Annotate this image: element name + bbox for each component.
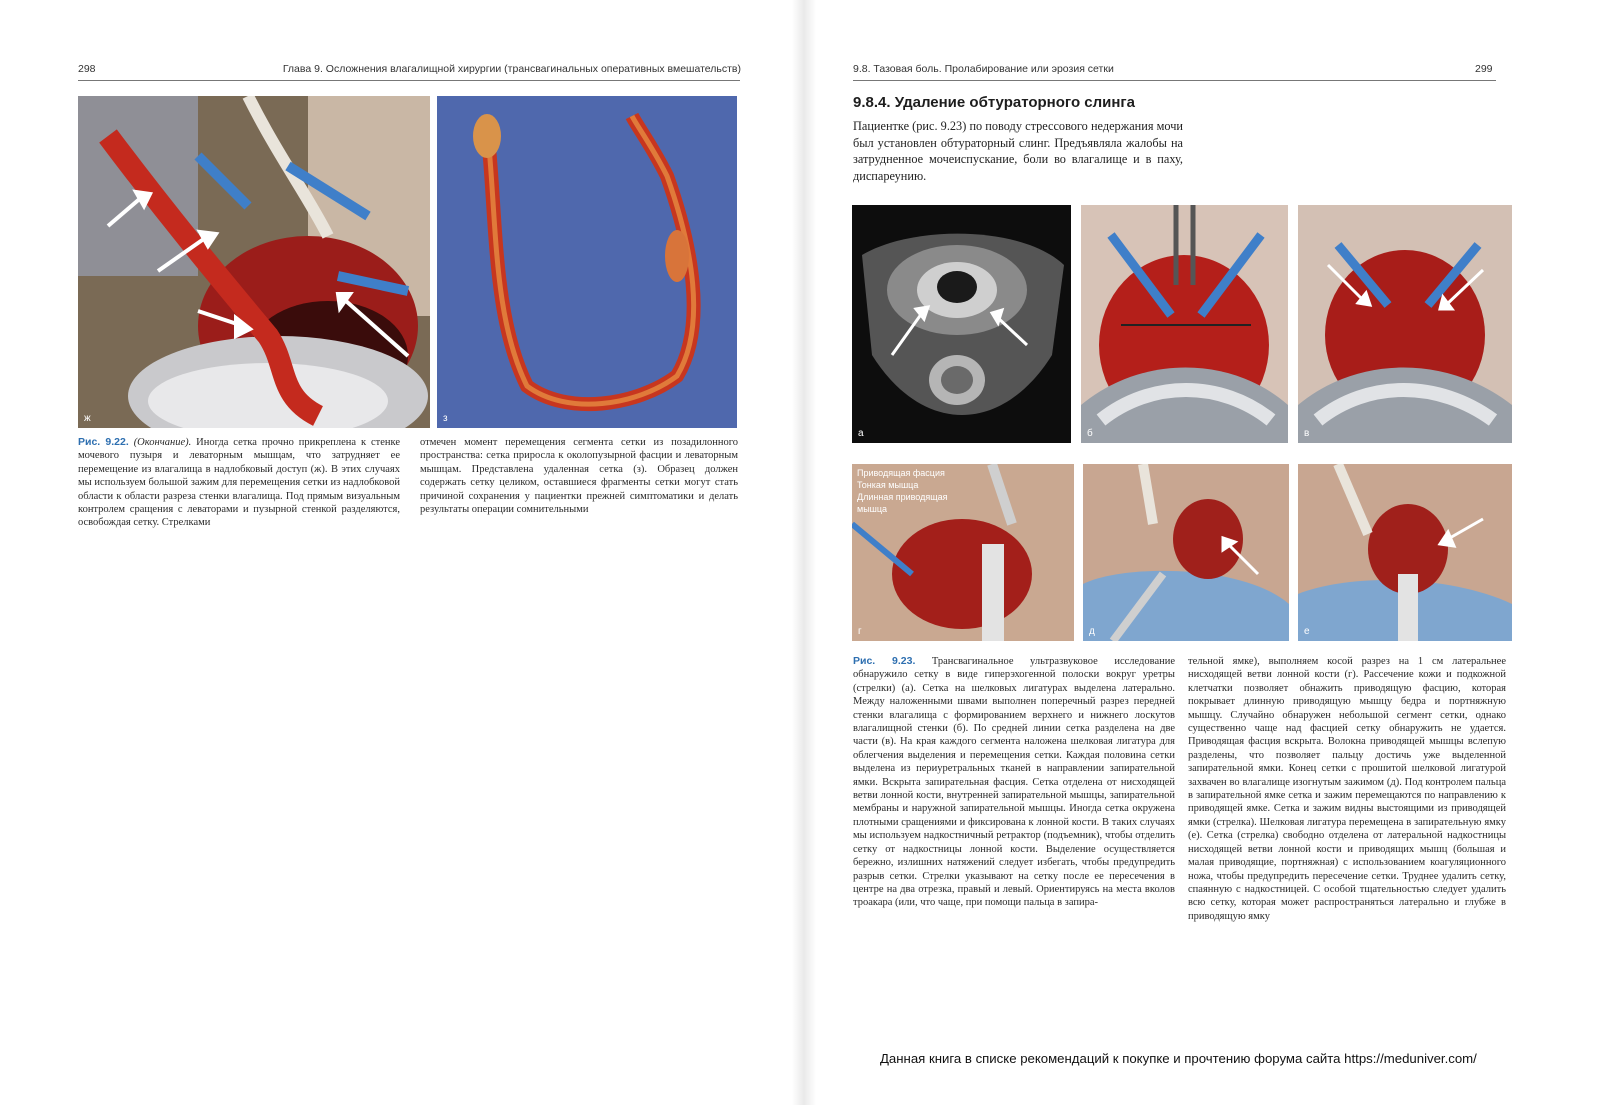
continuation-label: (Окончание). bbox=[133, 437, 192, 448]
photo-a-ultrasound bbox=[852, 205, 1071, 443]
photo-b-vaginal-wall-incision bbox=[1081, 205, 1288, 443]
intro-paragraph: Пациентке (рис. 9.23) по поводу стрессового недержания мочи был установлен обтураторный слинг. Предъявляла жалобы на затрудненное мочеиспускание, боли во влагалище и в паху, диспареунию. bbox=[853, 119, 1183, 183]
page-number-right: 299 bbox=[1475, 63, 1493, 75]
overlay-label-muscle: мышца bbox=[857, 504, 888, 514]
page-number-left: 298 bbox=[78, 63, 96, 75]
caption-text-9-22-part-1: Иногда сетка прочно прикреплена к стенке мочевого пузыря и леваторным мышцам, что затрудняет ее перемещение из влагалища в надлобковый доступ (ж). В этих случаях мы используем большой зажим для перемещения сетки из надлобковой области к области разреза стенки влагалища. Под прямым визуальным контролем сращения с леваторами и пузырной стенкой разделяются, освобождая сетку. Стрелками bbox=[78, 437, 400, 529]
overlay-label-adductor-fascia: Приводящая фасция bbox=[857, 468, 945, 478]
surgical-photo-illustration bbox=[1083, 464, 1289, 641]
photo-letter-d: д bbox=[1089, 626, 1095, 637]
surgical-photo-illustration bbox=[1298, 205, 1512, 443]
mesh-specimen-illustration bbox=[437, 96, 737, 428]
caption-text-9-23-part-1: Трансвагинальное ультразвуковое исследование обнаружило сетку в виде гиперэхогенной полоски вокруг уретры (стрелки) (а). Сетка на шелковых лигатурах выделена латерально. Между наложенными швами выполнен поперечный разрез передней стенки влагалища с формированием верхнего и нижнего лоскутов влагалищной стенки (б). По средней линии сетка разделена на две части (в). На края каждого сегмента наложена шелковая лигатура для облегчения выделения и перемещения сетки. Каждая половина сетки выделена из периуретральных тканей в направлении запирательной ямки. Вскрыта запирательная фасция. Сетка отделена от нисходящей ветви лонной кости, внутренней запирательной мышцы, запирательной мембраны и наружной запирательной мышцы. Иногда сетка окружена плотными сращениями и фиксирована к лонной кости. В таких случаях мы используем надкостничный ретрактор (подъемник), чтобы отделить сетку от надкостницы лонной кости. Выделение осуществляется бережно, излишних натяжений следует избегать, чтобы предупредить разрыв сетки. Стрелки указывают на сетку после ее пересечения в центре на два отрезка, правый и левый. Ориентируясь на места вколов троакара (или, что чаще, при помощи пальца в запира- bbox=[853, 656, 1175, 909]
figure-caption-9-22-column-1 bbox=[78, 436, 400, 530]
photo-e-mesh-dissected bbox=[1298, 464, 1512, 641]
figure-label-9-23: Рис. 9.23. bbox=[853, 655, 916, 667]
left-page bbox=[0, 0, 800, 1070]
photo-g-groin-incision bbox=[852, 464, 1074, 641]
anatomy-overlay-labels bbox=[857, 467, 967, 515]
footer-note: Данная книга в списке рекомендаций к покупке и прочтению форума сайта https://meduniver.com/ bbox=[880, 1051, 1477, 1066]
header-rule-left bbox=[78, 80, 740, 81]
photo-letter-zh: ж bbox=[84, 413, 91, 424]
section-title: 9.8.4. Удаление обтураторного слинга bbox=[853, 94, 1136, 111]
figure-caption-9-23-column-1 bbox=[853, 655, 1175, 910]
photo-letter-g: г bbox=[858, 626, 862, 637]
photo-letter-a: а bbox=[858, 428, 864, 439]
surgical-photo-illustration bbox=[78, 96, 430, 428]
photo-letter-b: б bbox=[1087, 428, 1093, 439]
photo-v-mesh-divided bbox=[1298, 205, 1512, 443]
overlay-label-adductor-longus: Длинная приводящая bbox=[857, 492, 948, 502]
photo-d-mesh-ligature bbox=[1083, 464, 1289, 641]
header-rule-right bbox=[853, 80, 1496, 81]
surgical-photo-illustration bbox=[1298, 464, 1512, 641]
photo-z-removed-mesh bbox=[437, 96, 737, 428]
photo-letter-e: е bbox=[1304, 626, 1310, 637]
figure-caption-9-22-column-2: отмечен момент перемещения сегмента сетки из позадилонного пространства: сетка приросла к околопузырной фасции и леваторным мышцам. Представлена удаленная сетка (з). Образец должен содержать сетку целиком, оставшиеся фрагменты сетки могут стать причиной сохранения у пациентки прежней симптоматики и делать результаты операции сомнительными bbox=[420, 437, 738, 516]
ultrasound-illustration bbox=[852, 205, 1071, 443]
surgical-photo-illustration bbox=[1081, 205, 1288, 443]
running-title-left: Глава 9. Осложнения влагалищной хирургии (трансвагинальных оперативных вмешательств) bbox=[282, 63, 741, 75]
figure-label-9-22: Рис. 9.22. bbox=[78, 436, 129, 448]
figure-caption-9-23-column-2: тельной ямке), выполняем косой разрез на 1 см латеральнее нисходящей ветви лонной кости (г). Рассечение кожи и подкожной клетчатки позволяет обнажить приводящую фасцию, которая покрывает длинную приводящую мышцу бедра и портняжную мышцу. Случайно обнаружен небольшой сегмент сетки, однако существенно чаще над фасцией сетку обнаружить не удается. Приводящая фасция вскрыта. Волокна приводящей мышцы вслепую разделены, что позволяет пальцу достичь уже выделенной запирательной ямки. Конец сетки с прошитой шелковой лигатурой захвачен во влагалище изогнутым зажимом (д). Под контролем пальца в запирательной ямке сетка и зажим перемещаются по направлению к приводящей ямке. Сетка и зажим видны выстоящими из приводящей ямки (стрелка). Шелковая лигатура перемещена в запирательную ямку (е). Сетка (стрелка) свободно отделена от латеральной надкостницы нисходящей ветви лонной кости и приводящих мышц (большая и малая приводящие, портняжная) с использованием коагуляционного ножа, чтобы предупредить пересечение сетки. Труднее удалить сетку, спаянную с надкостницей. С особой тщательностью следует удалить всю сетку, которая может распространяться латерально и глубже в приводящую ямку bbox=[1188, 656, 1506, 922]
overlay-label-gracilis: Тонкая мышца bbox=[857, 480, 919, 490]
photo-letter-v: в bbox=[1304, 428, 1310, 439]
photo-letter-z: з bbox=[443, 413, 448, 424]
running-title-right: 9.8. Тазовая боль. Пролабирование или эрозия сетки bbox=[853, 63, 1114, 75]
photo-zh-mesh-mobilization bbox=[78, 96, 430, 428]
